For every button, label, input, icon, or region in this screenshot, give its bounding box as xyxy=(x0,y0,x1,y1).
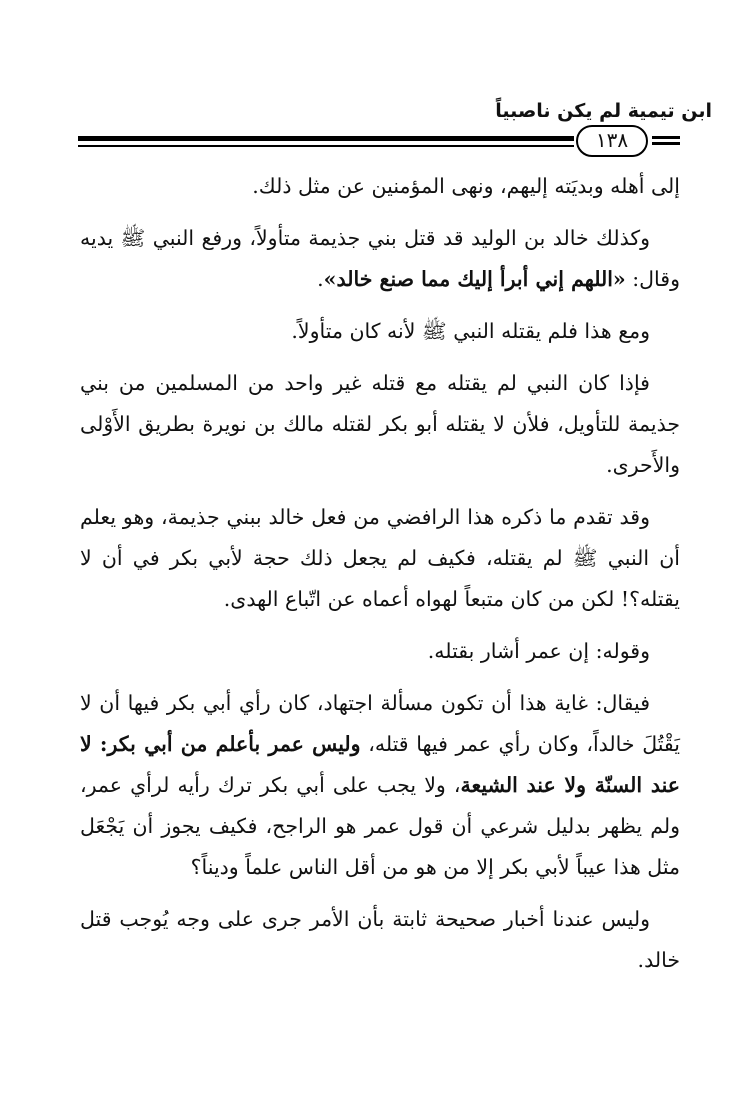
header-rule-thin xyxy=(78,145,574,147)
paragraph-7-end: ، ولا يجب على أبي بكر ترك رأيه لرأي عمر، ولم يظهر بدليل شرعي أن قول عمر هو الراجح، فكيف يجوز أن يَجْعَل مثل هذا عيباً لأبي بكر إلا من هو من أقل الناس علماً وديناً؟ xyxy=(80,773,680,879)
paragraph-7-text: فيقال: غاية هذا أن تكون مسألة اجتهاد، كان رأي أبي بكر فيها أن لا يَقْتُلَ خالداً، وكان رأي عمر فيها قتله، xyxy=(80,691,681,756)
paragraph-5: وقد تقدم ما ذكره هذا الرافضي من فعل خالد ببني جذيمة، وهو يعلم أن النبي ﷺ لم يقتله، فكيف لم يجعل ذلك حجة لأبي بكر في أن لا يقتله؟! لكن من كان متبعاً لهواه أعماه عن اتّباع الهدى. xyxy=(80,505,680,611)
paragraph-2 xyxy=(80,218,680,300)
running-header-title: ابن تيمية لم يكن ناصبياً xyxy=(495,100,712,122)
paragraph-3: ومع هذا فلم يقتله النبي ﷺ لأنه كان متأولاً. xyxy=(291,319,650,343)
page-number-badge: ١٣٨ xyxy=(576,125,648,157)
paragraph-6: وقوله: إن عمر أشار بقتله. xyxy=(427,639,650,663)
paragraph-7 xyxy=(80,683,680,888)
header-rule-thick xyxy=(78,136,574,141)
paragraph-4: فإذا كان النبي لم يقتله مع قتله غير واحد من المسلمين من بني جذيمة للتأويل، فلأن لا يقتله أبو بكر لقتله مالك بن نويرة بطريق الأَوْلى والأَحرى. xyxy=(80,371,680,477)
main-text-body xyxy=(80,166,680,992)
paragraph-1: إلى أهله وبديَته إليهم، ونهى المؤمنين عن مثل ذلك. xyxy=(252,174,680,198)
paragraph-2-text: وكذلك خالد بن الوليد قد قتل بني جذيمة متأولاً، ورفع النبي ﷺ يديه وقال: xyxy=(80,226,680,291)
header-rule-right-top xyxy=(652,136,680,139)
paragraph-2-quote: «اللهم إني أبرأ إليك مما صنع خالد» xyxy=(323,267,626,291)
paragraph-7-bold: وليس عمر بأعلم من أبي بكر: لا عند السنّة ولا عند الشيعة xyxy=(80,732,680,797)
header-rule-right-bottom xyxy=(652,142,680,145)
paragraph-8: وليس عندنا أخبار صحيحة ثابتة بأن الأمر جرى على وجه يُوجب قتل خالد. xyxy=(80,907,680,972)
paragraph-2-end: . xyxy=(317,267,324,291)
